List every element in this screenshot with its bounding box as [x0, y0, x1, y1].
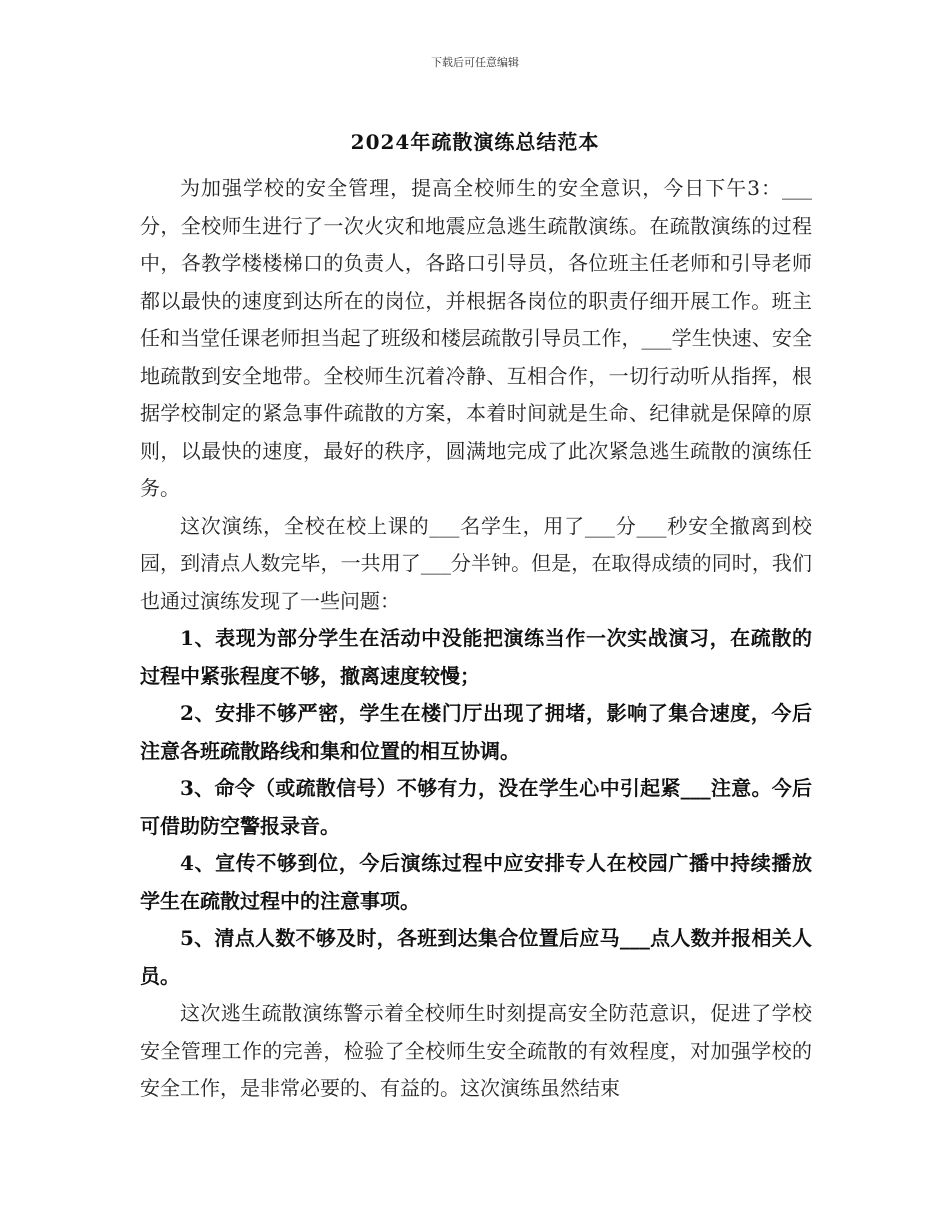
issue-item-2: 2、安排不够严密，学生在楼门厅出现了拥堵，影响了集合速度，今后注意各班疏散路线和集和位置的相互协调。 — [140, 701, 812, 763]
paragraph-conclusion: 这次逃生疏散演练警示着全校师生时刻提高安全防范意识，促进了学校安全管理工作的完善，检验了全校师生安全疏散的有效程度，对加强学校的安全工作，是非常必要的、有益的。这次演练虽然结束 — [140, 1001, 812, 1100]
issue-item-3: 3、命令（或疏散信号）不够有力，没在学生心中引起紧___注意。今后可借助防空警报录音。 — [140, 776, 812, 838]
paragraph-intro: 为加强学校的安全管理，提高全校师生的安全意识，今日下午3：___分，全校师生进行了一次火灾和地震应急逃生疏散演练。在疏散演练的过程中，各教学楼楼梯口的负责人，各路口引导员，各位班主任老师和引导老师都以最快的速度到达所在的岗位，并根据各岗位的职责仔细开展工作。班主任和当堂任课老师担当起了班级和楼层疏散引导员工作，___学生快速、安全地疏散到安全地带。全校师生沉着冷静、互相合作，一切行动听从指挥，根据学校制定的紧急事件疏散的方案，本着时间就是生命、纪律就是保障的原则，以最快的速度，最好的秩序，圆满地完成了此次紧急逃生疏散的演练任务。 — [140, 176, 812, 500]
issue-item-4: 4、宣传不够到位，今后演练过程中应安排专人在校园广播中持续播放学生在疏散过程中的注意事项。 — [140, 851, 812, 913]
document-body — [140, 170, 812, 1108]
paragraph-summary: 这次演练，全校在校上课的___名学生，用了___分___秒安全撤离到校园，到清点人数完毕，一共用了___分半钟。但是，在取得成绩的同时，我们也通过演练发现了一些问题： — [140, 513, 812, 613]
document-title: 2024年疏散演练总结范本 — [350, 130, 600, 154]
header-note: 下载后可任意编辑 — [431, 56, 519, 69]
issue-item-5: 5、清点人数不够及时，各班到达集合位置后应马___点人数并报相关人员。 — [140, 926, 812, 988]
issue-item-1: 1、表现为部分学生在活动中没能把演练当作一次实战演习，在疏散的过程中紧张程度不够，撤离速度较慢； — [140, 626, 812, 688]
